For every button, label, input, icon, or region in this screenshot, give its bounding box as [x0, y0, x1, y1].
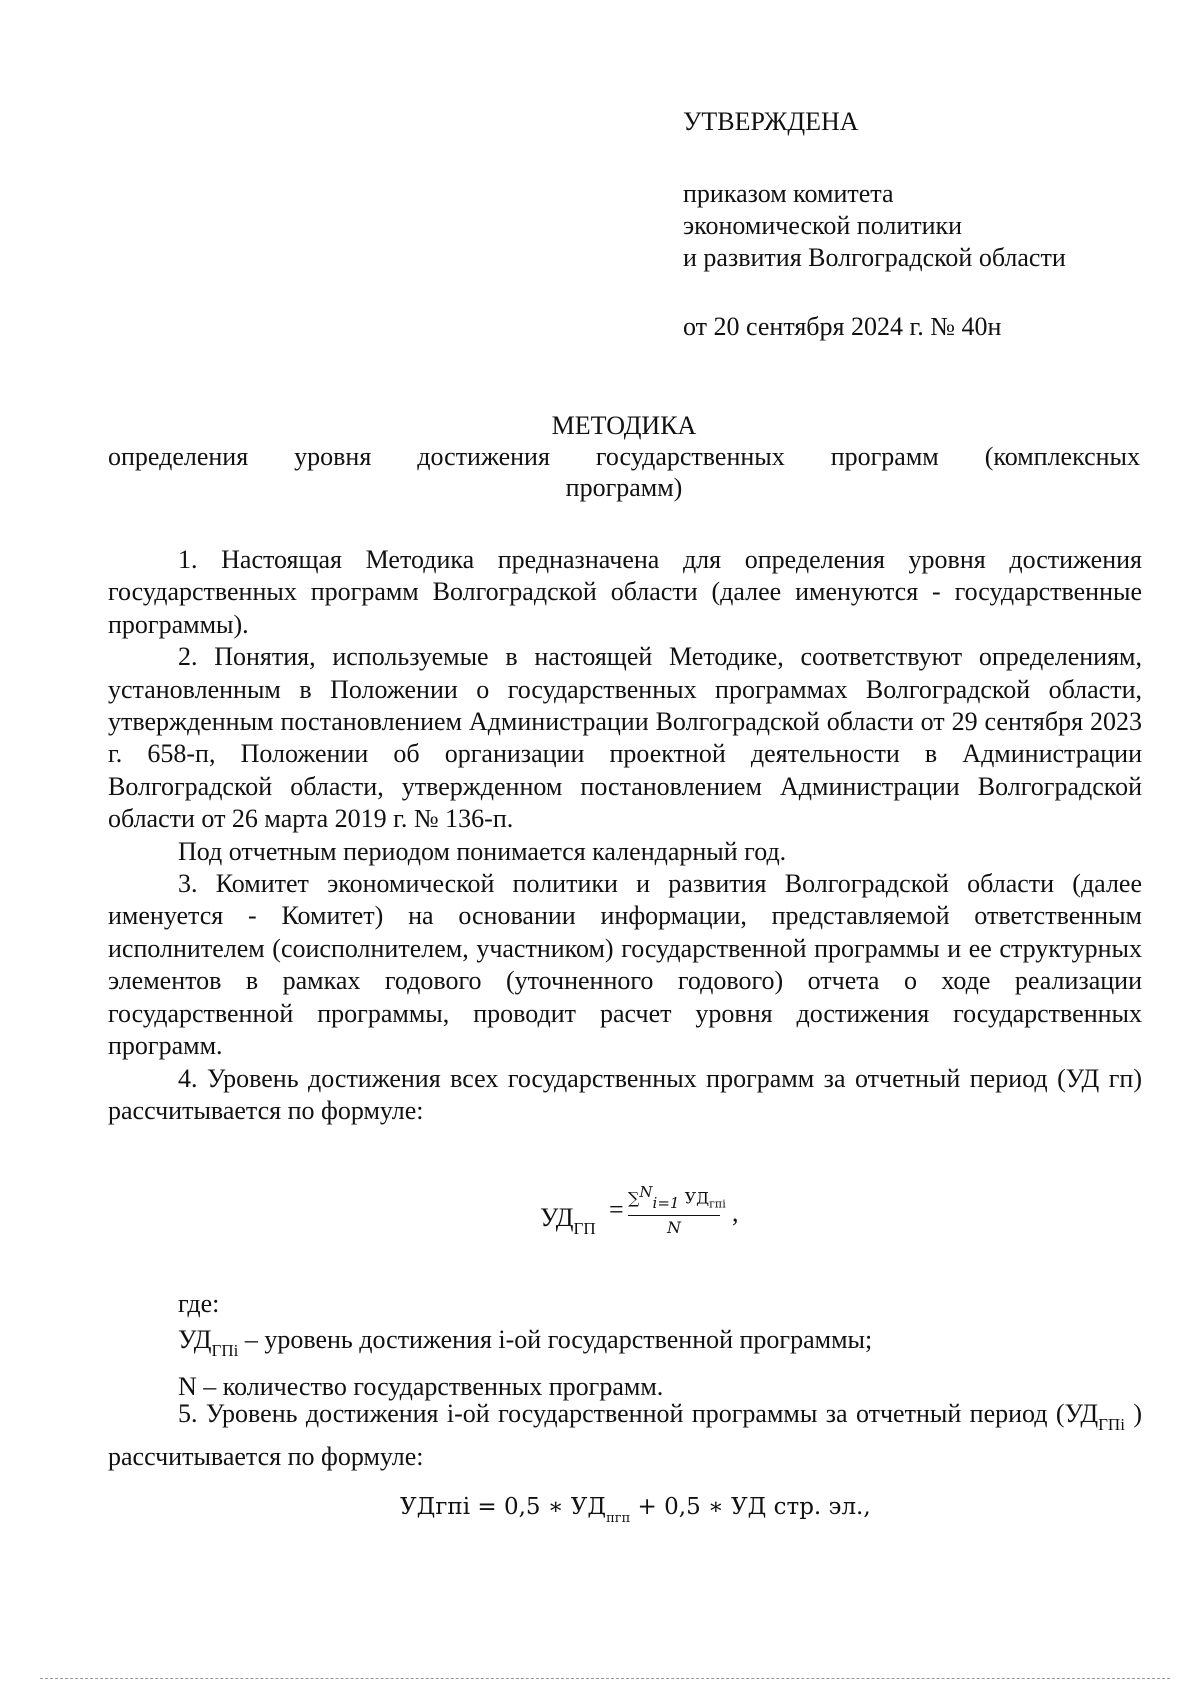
approval-order-line-2: экономической политики — [683, 211, 963, 240]
approval-block — [683, 106, 1066, 343]
approval-title: УТВЕРЖДЕНА — [683, 107, 859, 136]
title-heading: МЕТОДИКА — [551, 411, 697, 440]
document-title — [108, 410, 1140, 503]
formula1-denominator: N — [667, 1217, 681, 1237]
formula1-numerator: ∑$^N_{i=1}$ $УД_{гпi}$ — [628, 1183, 720, 1216]
formula1-equals: = — [609, 1195, 624, 1224]
document-body — [108, 544, 1142, 1127]
title-subtitle-line-2: программ) — [565, 473, 683, 502]
formula1-fraction — [628, 1183, 726, 1237]
title-subtitle-line-1: определения уровня достижения государственных программ (комплексных — [108, 442, 1140, 471]
approval-order-line-1: приказом комитета — [683, 179, 894, 208]
paragraph-5: 5. Уровень достижения i-ой государственной программы за отчетный период ($УД_{ГПi}$ ) рассчитывается по формуле: — [108, 1399, 1142, 1472]
paragraph-reporting-period: Под отчетным периодом понимается календарный год. — [178, 836, 787, 866]
approval-order-date: от 20 сентября 2024 г. № 40н — [683, 312, 1002, 341]
formula-program-achievement: УДгпi = 0,5 ∗ $УД_{пгп} + 0,5$ ∗ УД стр. эл., — [400, 1494, 871, 1526]
formula1-comma: , — [732, 1198, 739, 1227]
definition-ud-gpi: $УД_{ГПi}$ – уровень достижения i-ой государственной программы; — [178, 1325, 873, 1360]
bottom-dashed-rule — [40, 1678, 1170, 1679]
paragraph-4: 4. Уровень достижения всех государственных программ за отчетный период (УД гп) рассчитывается по формуле: — [108, 1063, 1142, 1125]
definition-n: N – количество государственных программ. — [178, 1372, 664, 1401]
formula1-definitions — [178, 1288, 872, 1407]
paragraph-3: 3. Комитет экономической политики и развития Волгоградской области (далее именуется - Комитет) на основании информации, представляемой ответственным исполнителем (соисполнителем, участником) государственной программы и ее структурных элементов в рамках годового (уточненного годового) отчета о ходе реализации государственной программы, проводит расчет уровня достижения государственных программ. — [108, 869, 1142, 1061]
where-label: где: — [178, 1289, 220, 1318]
paragraph-1: 1. Настоящая Методика предназначена для определения уровня достижения государственных программ Волгоградской области (далее именуются - государственные программы). — [108, 545, 1142, 639]
formula1-lhs: $УД_{ГП}$ — [540, 1203, 596, 1238]
approval-order-line-3: и развития Волгоградской области — [683, 243, 1066, 272]
paragraph-2: 2. Понятия, используемые в настоящей Методике, соответствуют определениям, установленным в Положении о государственных программах Волгоградской области, утвержденным постановлением Администрации Волгоградской области от 29 сентября 2023 г. 658-п, Положении об организации проектной деятельности в Администрации Волгоградской области, утвержденном постановлением Администрации Волгоградской области от 26 марта 2019 г. № 136-п. — [108, 642, 1142, 834]
